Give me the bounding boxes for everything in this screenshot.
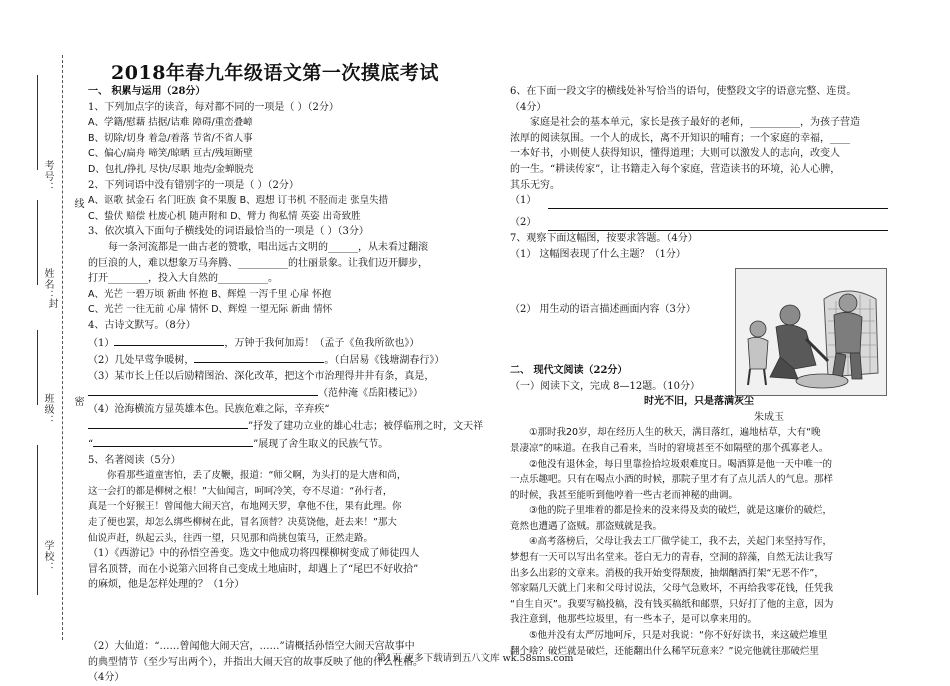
article-paragraph-line: 一点乐趣吧。只有在喝点小酒的时候，那院子里才有了点儿活人的气息。那样 bbox=[510, 474, 834, 486]
article-paragraph-line: 邻家隔几天就上门来和父母讨说法，父母气急败坏，不再给我零花钱，任凭我 bbox=[510, 583, 834, 595]
article-paragraph-line: 出多么出彩的文章来。消极的我开始变得颓废，抽烟酗酒打架“无恶不作”， bbox=[510, 567, 824, 579]
q5-1-answer-space[interactable] bbox=[88, 593, 494, 639]
q4-2-text: （2）几处早莺争暖树， bbox=[88, 355, 195, 367]
article-paragraph-line: 翻个啥？破烂就是破烂，还能翻出什么稀罕玩意来？”说完他就往那破烂里 bbox=[510, 645, 819, 657]
q6-answer-1 bbox=[510, 193, 888, 209]
q4-4-open-quote: “ bbox=[88, 439, 94, 451]
q3-passage-line: 每一条河流都是一曲古老的赞歌，唱出远古文明的______，从未看过翻滚 bbox=[108, 241, 428, 253]
q6-answer-2 bbox=[510, 215, 888, 231]
q6-answer-1-label: （1） bbox=[510, 195, 537, 207]
q5-passage-line: 你看那些道童害怕，丢了皮鞭，报道：“师父啊，为头打的是大唐和尚， bbox=[107, 470, 407, 482]
q6-stem: 6、在下面一段文字的横线处补写恰当的语句，使整段文字的语意完整、连贯。 bbox=[510, 86, 857, 97]
q4-4-text: ”抒发了建功立业的雄心壮志；被俘临刑之时，文天祥 bbox=[248, 421, 484, 433]
q4-1-text: ，万钟于我何加焉！（孟子《鱼我所欲也》） bbox=[224, 337, 420, 349]
q5-passage-line: 真是一个好猴王！曾闻他大闹天宫，布地网天罗，拿他不住，果有此理。你 bbox=[88, 501, 402, 513]
q4-2-answer-blank[interactable] bbox=[194, 351, 324, 363]
q4-2 bbox=[88, 351, 494, 369]
q4-4-line3 bbox=[88, 435, 494, 453]
q4-4: （4）沧海横流方显英雄本色。民族危难之际，辛弃疾“ bbox=[88, 403, 330, 415]
q3-options-ab: A、光芒 一碧万顷 新曲 怀抱 B、辉煌 一泻千里 心扉 怀抱 bbox=[88, 288, 332, 300]
article-paragraph-line: 梦想有一天可以写出名堂来。苍白无力的青春，空洞的辞藻，自然无法让我写 bbox=[510, 552, 834, 564]
q5-stem: 5、名著阅读（5分） bbox=[88, 454, 181, 466]
q5-2-line: （4分） bbox=[88, 672, 125, 684]
q4-4-answer-blank[interactable] bbox=[88, 417, 248, 429]
q5-passage-line: 仙说声赶，纵起云头，往西一望，只见那和尚挑包策马，正然走路。 bbox=[88, 532, 374, 544]
q5-2-line: 的典型情节（至少写出两个），并指出大闹天宫的故事反映了他的什么性格。 bbox=[88, 656, 423, 668]
kaohao-label: 考号： bbox=[42, 160, 53, 193]
q4-1 bbox=[88, 334, 494, 352]
page-footer: 第1页 更多下载请到五八文库 wk.58sms.com bbox=[376, 653, 574, 664]
q5-passage-line: 这一会打的都是柳树之根！”大仙闻言，呵呵冷笑，夸不尽道：“孙行者， bbox=[88, 485, 393, 497]
q4-4-answer-blank-2[interactable] bbox=[93, 435, 253, 447]
article-paragraph-line: 景凄凉”的味道。在我自己看来，当时的窘境甚至不如隔壁的那个孤寡老人。 bbox=[510, 442, 829, 454]
binding-dashed-line bbox=[62, 55, 63, 640]
q5-2-line: （2）大仙道：“……曾闻他大闹天宫，……”请概括孙悟空大闹天宫故事中 bbox=[88, 641, 415, 652]
q1-option-d: D、包扎/挣扎 尽快/尽职 地壳/金蝉脱壳 bbox=[88, 163, 254, 175]
q4-stem: 4、古诗文默写。（8分） bbox=[88, 319, 196, 331]
exam-title: 2018年春九年级语文第一次摸底考试 bbox=[111, 62, 439, 84]
q1-option-c: C、偏心/扁舟 啼笑/晾晒 亘古/残垣断壁 bbox=[88, 148, 253, 160]
article-paragraph-line: 的时候，我甚至能听到他哼着一些古老而神秘的曲调。 bbox=[510, 489, 739, 501]
q1-option-a: A、学籍/慰藉 拮据/诘难 障碍/重峦叠嶂 bbox=[88, 117, 253, 129]
article-paragraph-line: 我注意到，他那些垃圾里，有一些本子，是可以拿来用的。 bbox=[510, 614, 758, 626]
kaohao-rule bbox=[37, 75, 38, 170]
article-paragraph-line: ③他的院子里堆着的都是捡来的没来得及卖的破烂，就是这廉价的破烂， bbox=[529, 505, 833, 517]
article-paragraph-line: ①那时我20岁，却在经历人生的秋天，满目落红，遍地枯草，大有“晚 bbox=[529, 427, 821, 439]
section-2-part-1: （一）阅读下文，完成 8—12题。（10分） bbox=[510, 380, 700, 392]
cartoon-illustration bbox=[736, 269, 886, 395]
banji-label: 班级： bbox=[42, 393, 53, 426]
q6-passage-line: 其乐无穷。 bbox=[510, 179, 560, 191]
q2-options-ab: A、讴歌 拭金石 名门旺族 食不果腹 B、遐想 订书机 不胫而走 张皇失措 bbox=[88, 195, 389, 207]
section-1-heading: 一、 积累与运用（28分） bbox=[88, 86, 206, 97]
q4-3: （3）某市长上任以后励精图治、深化改革，把这个市治理得井井有条，真是， bbox=[88, 370, 435, 382]
left-column bbox=[88, 84, 494, 686]
q3-passage-line: 打开________，投入大自然的__________。 bbox=[88, 273, 278, 285]
article-paragraph-line: ②他没有退休金，每日里靠捡拾垃圾艰难度日。喝酒算是他一天中唯一的 bbox=[529, 458, 833, 470]
q6-answer-2-line[interactable] bbox=[548, 215, 888, 231]
article-paragraph-line: “自生自灭”。我要写稿投稿，没有钱买稿纸和邮票，只好打了他的主意，因为 bbox=[510, 598, 834, 610]
q1-stem: 1、下列加点字的读音，每对都不同的一项是（ ）（2分） bbox=[88, 101, 339, 113]
xuexiao-label: 学校： bbox=[42, 540, 53, 573]
q4-4-line2 bbox=[88, 417, 494, 435]
q7-1: （1） 这幅图表现了什么主题？（1分） bbox=[510, 248, 686, 260]
q5-passage-line: 走了便也罢，却怎么绑些柳树在此，冒名顶替？决莫饶他，赶去来！”那大 bbox=[88, 517, 397, 529]
q4-3-answer bbox=[88, 384, 494, 402]
binding-mi: 密 bbox=[72, 396, 83, 407]
article-paragraph-line: ④高考落榜后，父母让我去工厂做学徒工，我不去，关起门来坚持写作， bbox=[529, 536, 833, 548]
q3-options-cd: C、光芒 一往无前 心扉 情怀 D、辉煌 一望无际 新曲 情怀 bbox=[88, 304, 333, 316]
q6-passage-line: 的一生。“耕读传家”，让书籍走入每个家庭，营造读书的环境，沁人心脾， bbox=[510, 163, 841, 175]
q7-2: （2） 用生动的语言描述画面内容（3分） bbox=[510, 304, 696, 316]
q2-options-cd: C、蛰伏 赔偿 杜废心机 随声附和 D、臂力 徇私情 英姿 出奇致胜 bbox=[88, 210, 361, 222]
q2-stem: 2、下列词语中没有错别字的一项是（ ）（2分） bbox=[88, 179, 299, 191]
binding-feng: 封 bbox=[46, 298, 57, 309]
xuexiao-rule bbox=[37, 445, 38, 595]
q5-1-line: （1）《西游记》中的孙悟空善变。选文中他成功将四棵柳树变成了师徒四人 bbox=[88, 548, 420, 560]
q6-points: （4分） bbox=[510, 101, 547, 113]
binding-xian: 线 bbox=[72, 198, 83, 209]
banji-rule bbox=[37, 330, 38, 405]
q6-answer-1-line[interactable] bbox=[548, 193, 888, 209]
q4-1-answer-blank[interactable] bbox=[114, 334, 224, 346]
article-author: 朱成玉 bbox=[754, 411, 784, 423]
q5-1-line: 冒名顶替，而在小说第六回将自己变成土地庙时，却遇上了“尾巴不好收拾” bbox=[88, 563, 419, 575]
q6-passage-line: 家庭是社会的基本单元，家长是孩子最好的老师，__________，为孩子营造 bbox=[530, 117, 860, 129]
q6-answer-2-label: （2） bbox=[510, 217, 537, 229]
xingming-label: 姓名： bbox=[42, 268, 53, 301]
q3-passage-line: 的巨浪的人，难以想象万马奔腾、__________的壮丽景象。让我们迈开脚步， bbox=[88, 257, 428, 269]
q7-cartoon-image bbox=[735, 268, 887, 396]
q3-stem: 3、依次填入下面句子横线处的词语最恰当的一项是（ ）（3分） bbox=[88, 226, 369, 238]
q6-passage-line: 一本好书，小则使人获得知识，懂得道理；大则可以激发人的志向，改变人 bbox=[510, 148, 840, 160]
q4-3-answer-blank[interactable] bbox=[88, 384, 318, 396]
section-2-heading: 二、 现代文阅读（22分） bbox=[510, 364, 628, 376]
q4-1-label: （1） bbox=[88, 337, 115, 349]
q6-passage-line: 浓厚的阅读氛围。一个人的成长，离不开知识的哺育；一个家庭的幸福，____ bbox=[510, 132, 850, 144]
article-paragraph-line: ⑤他并没有太严厉地呵斥，只是对我说：“你不好好读书，来这破烂堆里 bbox=[529, 630, 828, 642]
q5-1-line: 的麻烦，他是怎样处理的？（1分） bbox=[88, 579, 245, 591]
article-title: 时光不旧，只是落满灰尘 bbox=[644, 396, 754, 408]
q1-option-b: B、切除/切身 着急/着落 节省/不省人事 bbox=[88, 132, 253, 144]
xingming-rule bbox=[37, 200, 38, 285]
q4-3-source: （范仲淹《岳阳楼记》） bbox=[318, 388, 423, 400]
q7-stem: 7、观察下面这幅图，按要求答题。（4分） bbox=[510, 233, 698, 245]
q4-2-source: 。（白居易《钱塘湖春行》） bbox=[324, 355, 445, 367]
article-paragraph-line: 竟然也遭遇了盗贼。那盗贼就是我。 bbox=[510, 520, 663, 532]
q4-4-text-end: ”展现了舍生取义的民族气节。 bbox=[253, 439, 389, 451]
